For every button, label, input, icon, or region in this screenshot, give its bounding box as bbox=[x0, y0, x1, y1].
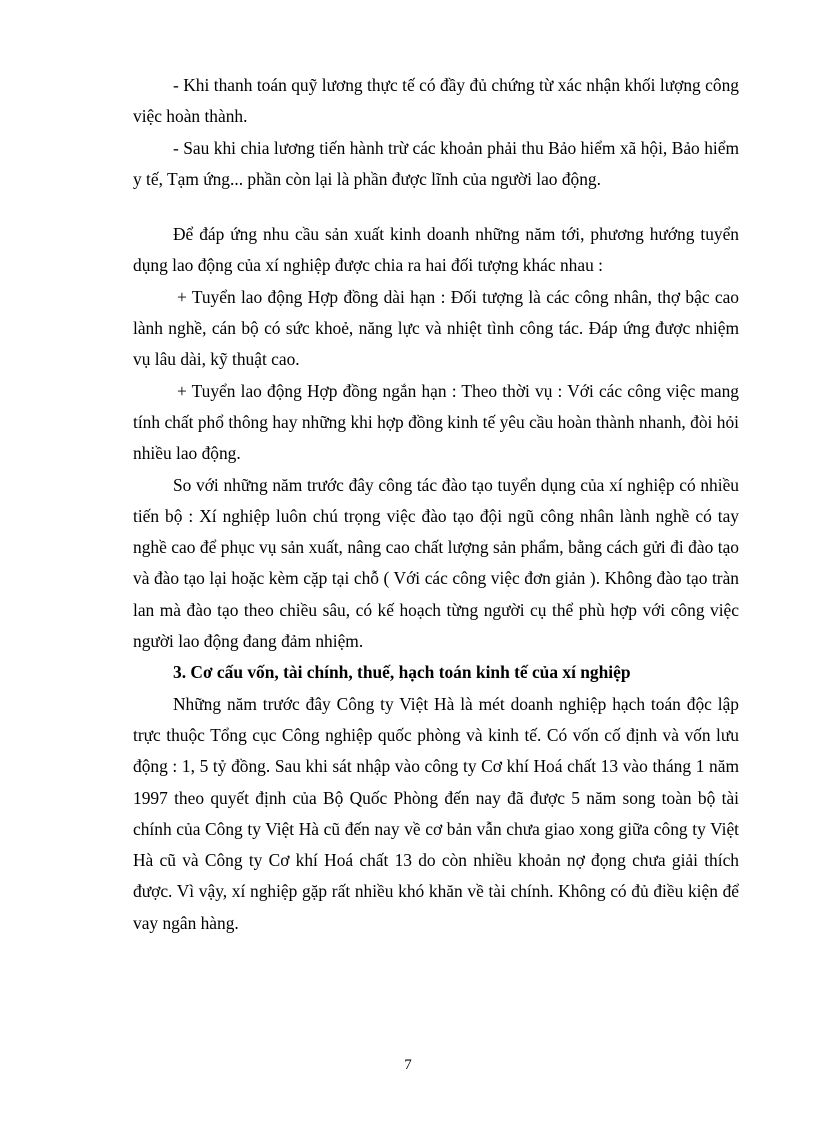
page-number: 7 bbox=[404, 1057, 412, 1073]
paragraph-recruitment-direction: Để đáp ứng nhu cầu sản xuất kinh doanh những năm tới, phương hướng tuyển dụng lao động của xí nghiệp được chia ra hai đối tượng khác nhau : bbox=[133, 224, 739, 276]
paragraph-spacer bbox=[133, 195, 739, 219]
document-body bbox=[133, 70, 739, 939]
paragraph-payment-verification: - Khi thanh toán quỹ lương thực tế có đầy đủ chứng từ xác nhận khối lượng công việc hoàn thành. bbox=[133, 75, 739, 127]
section-heading: 3. Cơ cấu vốn, tài chính, thuế, hạch toán kinh tế của xí nghiệp bbox=[173, 662, 631, 683]
paragraph-salary-deductions: - Sau khi chia lương tiến hành trừ các khoản phải thu Bảo hiểm xã hội, Bảo hiểm y tế, Tạm ứng... phần còn lại là phần được lĩnh của người lao động. bbox=[133, 137, 739, 189]
paragraph-capital-structure: Những năm trước đây Công ty Việt Hà là mét doanh nghiệp hạch toán độc lập trực thuộc Tổng cục Công nghiệp quốc phòng và kinh tế. Có vốn cố định và vốn lưu động : 1, 5 tỷ đồng. Sau khi sát nhập vào công ty Cơ khí Hoá chất 13 vào tháng 1 năm 1997 theo quyết định của Bộ Quốc Phòng đến nay đã được 5 năm song toàn bộ tài chính của Công ty Việt Hà cũ đến nay về cơ bản vẫn chưa giao xong giữa công ty Việt Hà cũ và Công ty Cơ khí Hoá chất 13 do còn nhiều khoản nợ đọng chưa giải thích được. Vì vậy, xí nghiệp gặp rất nhiều khó khăn về tài chính. Không có đủ điều kiện để vay ngân hàng. bbox=[133, 693, 739, 933]
paragraph-short-term-contract: + Tuyển lao động Hợp đồng ngắn hạn : Theo thời vụ : Với các công việc mang tính chất phổ thông hay những khi hợp đồng kinh tế yêu cầu hoàn thành nhanh, đòi hỏi nhiều lao động. bbox=[133, 380, 739, 464]
paragraph-long-term-contract: + Tuyển lao động Hợp đồng dài hạn : Đối tượng là các công nhân, thợ bậc cao lành nghề, cán bộ có sức khoẻ, năng lực và nhiệt tình công tác. Đáp ứng được nhiệm vụ lâu dài, kỹ thuật cao. bbox=[133, 286, 739, 370]
paragraph-training: So với những năm trước đây công tác đào tạo tuyển dụng của xí nghiệp có nhiều tiến bộ : Xí nghiệp luôn chú trọng việc đào tạo đội ngũ công nhân lành nghề có tay nghề cao để phục vụ sản xuất, nâng cao chất lượng sản phẩm, bằng cách gửi đi đào tạo và đào tạo lại hoặc kèm cặp tại chỗ ( Với các công việc đơn giản ). Không đào tạo tràn lan mà đào tạo theo chiều sâu, có kế hoạch từng người cụ thể phù hợp với công việc người lao động đang đảm nhiệm. bbox=[133, 474, 739, 652]
